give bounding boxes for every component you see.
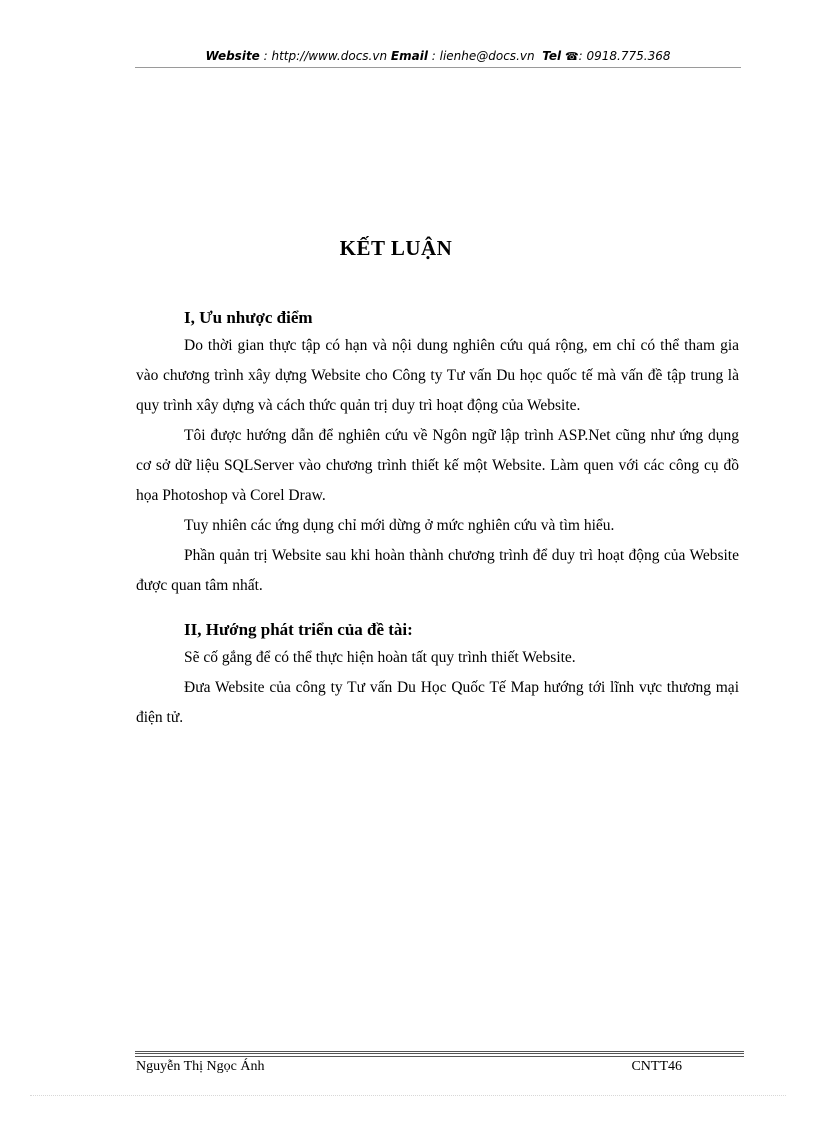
page-title: KẾT LUẬN	[339, 236, 453, 260]
paragraph: Tuy nhiên các ứng dụng chỉ mới dừng ở mức nghiên cứu và tìm hiểu.	[184, 517, 615, 534]
email-label: Email	[390, 49, 428, 63]
email-separator: :	[427, 49, 440, 63]
paragraph: Đưa Website của công ty Tư vấn Du Học Quốc Tế Map hướng tới lĩnh vực thương mại điện tử.	[136, 679, 739, 726]
paragraph: Sẽ cố gắng để có thể thực hiện hoàn tất quy trình thiết Website.	[184, 649, 576, 666]
website-url[interactable]: http://www.docs.vn	[271, 49, 388, 63]
section-spacer	[136, 601, 739, 617]
page-header	[135, 47, 741, 68]
document-body	[136, 305, 739, 733]
website-separator: :	[259, 49, 272, 63]
paragraph: Do thời gian thực tập có hạn và nội dung nghiên cứu quá rộng, em chỉ có thể tham gia vào chương trình xây dựng Website cho Công ty Tư vấn Du học quốc tế mà vấn đề tập trung là quy trình xây dựng và cách thức quản trị duy trì hoạt động của Website.	[136, 337, 739, 414]
page-bottom-border	[30, 1095, 786, 1096]
footer-author: Nguyễn Thị Ngọc Ánh	[136, 1059, 265, 1074]
paragraph: Phần quản trị Website sau khi hoàn thành chương trình để duy trì hoạt động của Website được quan tâm nhất.	[136, 547, 739, 594]
footer-divider-thin	[135, 1056, 744, 1057]
tel-number: : 0918.775.368	[578, 49, 671, 63]
footer-divider	[135, 1051, 744, 1054]
website-label: Website	[205, 49, 260, 63]
section-heading-development: II, Hướng phát triển của đề tài:	[184, 620, 413, 639]
section-heading-advantages: I, Ưu nhược điểm	[184, 308, 313, 327]
paragraph: Tôi được hướng dẫn để nghiên cứu về Ngôn ngữ lập trình ASP.Net cũng như ứng dụng cơ sở dữ liệu SQLServer vào chương trình thiết kế một Website. Làm quen với các công cụ đồ họa Photoshop và Corel Draw.	[136, 427, 739, 504]
footer-class-code: CNTT46	[631, 1059, 682, 1074]
tel-label: Tel	[542, 49, 562, 63]
page-footer	[136, 1058, 682, 1076]
email-address[interactable]: lienhe@docs.vn	[439, 49, 535, 63]
phone-icon: ☎	[564, 50, 579, 63]
